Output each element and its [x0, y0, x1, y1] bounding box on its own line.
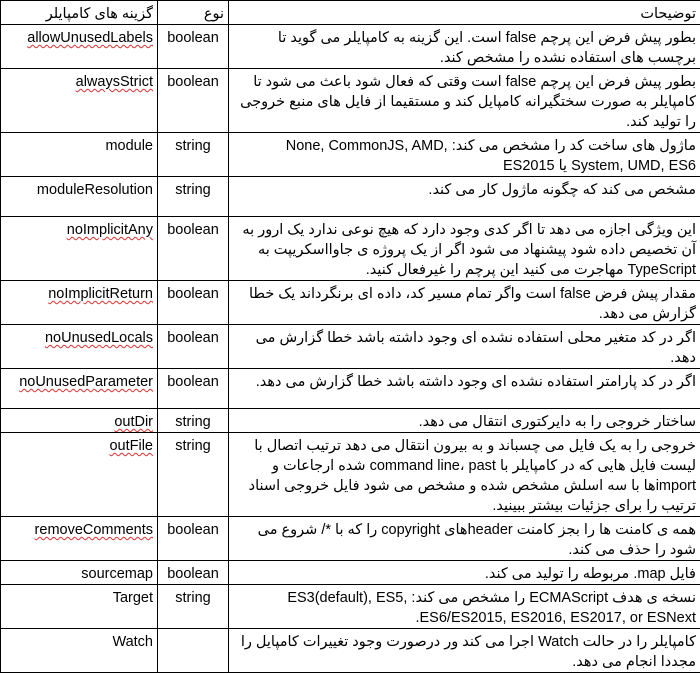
option-name-text: allowUnusedLabels [27, 30, 153, 46]
option-name-text: outFile [109, 438, 153, 454]
option-type: boolean [158, 281, 229, 325]
option-type: boolean [158, 561, 229, 585]
table-row [1, 629, 700, 673]
option-type: string [158, 133, 229, 177]
table-row [1, 133, 700, 177]
option-name [1, 177, 158, 217]
option-type: string [158, 409, 229, 433]
option-name-text: alwaysStrict [76, 74, 153, 90]
option-type: boolean [158, 69, 229, 133]
table-row [1, 281, 700, 325]
option-type: string [158, 177, 229, 217]
option-name [1, 217, 158, 281]
option-name [1, 629, 158, 673]
option-type: boolean [158, 25, 229, 69]
option-description: کامپایلر را در حالت Watch اجرا می کند ور درصورت وجود تغییرات کامپایل را مجددا انجام می دهد. [229, 629, 700, 673]
option-description: این ویژگی اجازه می دهد تا اگر کدی وجود دارد که هیچ نوعی ندارد یک ارور به آن تخصیص داده شود پیشنهاد می شود اگر از یک پروژه ی جاوااسکریپت به TypeScript مهاجرت می کنید این پرچم را غیرفعال کنید. [229, 217, 700, 281]
option-name-text: noImplicitReturn [48, 286, 153, 302]
option-description: اگر در کد متغیر محلی استفاده نشده ای وجود داشته باشد خطا گزارش می دهد. [229, 325, 700, 369]
option-description: مقدار پیش فرض false است واگر تمام مسیر کد، داده ای برنگرداند یک خطا گزارش می دهد. [229, 281, 700, 325]
option-name-text: moduleResolution [37, 182, 153, 198]
table-row [1, 517, 700, 561]
table-row [1, 561, 700, 585]
table-row [1, 585, 700, 629]
option-name [1, 517, 158, 561]
option-description: نسخه ی هدف ECMAScript را مشخص می کند: ES3(default), ES5, ES6/ES2015, ES2016, ES2017, or ESNext. [229, 585, 700, 629]
option-name [1, 433, 158, 517]
table-row [1, 409, 700, 433]
table-header-row [1, 1, 700, 25]
option-name [1, 561, 158, 585]
option-name-text: noImplicitAny [67, 222, 153, 238]
option-type: string [158, 585, 229, 629]
option-description: ماژول های ساخت کد را مشخص می کند: None, CommonJS, AMD, System, UMD, ES6 یا ES2015 [229, 133, 700, 177]
option-description: بطور پیش فرض این پرچم false است وقتی که فعال شود باعث می شود تا کامپایلر به صورت سختگیرانه کامپایل کند و مستقیما از فایل های منبع خروجی را تولید کند. [229, 69, 700, 133]
table-row [1, 433, 700, 517]
option-name-text: sourcemap [81, 566, 153, 582]
option-type [158, 629, 229, 673]
option-name-text: outDir [114, 414, 153, 430]
table-row [1, 369, 700, 409]
option-description: فایل map. مربوطه را تولید می کند. [229, 561, 700, 585]
table-row [1, 217, 700, 281]
option-name [1, 585, 158, 629]
option-description: ساختار خروجی را به دایرکتوری انتقال می دهد. [229, 409, 700, 433]
option-type: boolean [158, 325, 229, 369]
header-description: توضیحات [229, 1, 700, 25]
option-name [1, 133, 158, 177]
option-name [1, 25, 158, 69]
option-name [1, 409, 158, 433]
table-row [1, 69, 700, 133]
option-description: اگر در کد پارامتر استفاده نشده ای وجود داشته باشد خطا گزارش می دهد. [229, 369, 700, 409]
option-description: خروجی را به یک فایل می چسباند و به بیرون انتقال می دهد ترتیب اتصال با لیست فایل هایی که در کامپایلر با command line، past شده ارجاعات و importها با سه اسلش مشخص شده و مشخص می شود فایل خروجی اسناد ترتیب را برای جزئیات بیشتر ببینید. [229, 433, 700, 517]
option-name [1, 281, 158, 325]
option-name-text: module [105, 138, 153, 154]
table-row [1, 25, 700, 69]
option-type: boolean [158, 517, 229, 561]
option-name-text: removeComments [35, 522, 153, 538]
table-row [1, 177, 700, 217]
option-description: بطور پیش فرض این پرچم false است. این گزینه به کامپایلر می گوید تا برچسب های استفاده نشده را مشخص کند. [229, 25, 700, 69]
option-name [1, 369, 158, 409]
option-name [1, 325, 158, 369]
option-name-text: Watch [112, 634, 153, 650]
header-option-name: گزینه های کامپایلر [1, 1, 158, 25]
option-description: مشخص می کند که چگونه ماژول کار می کند. [229, 177, 700, 217]
table-row [1, 325, 700, 369]
option-name [1, 69, 158, 133]
option-type: boolean [158, 369, 229, 409]
option-type: string [158, 433, 229, 517]
option-description: همه ی کامنت ها را بجز کامنت headerهای copyright را که با */ شروع می شود را حذف می کند. [229, 517, 700, 561]
option-name-text: Target [113, 590, 153, 606]
option-name-text: noUnusedParameter [19, 374, 153, 390]
header-type: نوع [158, 1, 229, 25]
option-type: boolean [158, 217, 229, 281]
option-name-text: noUnusedLocals [45, 330, 153, 346]
